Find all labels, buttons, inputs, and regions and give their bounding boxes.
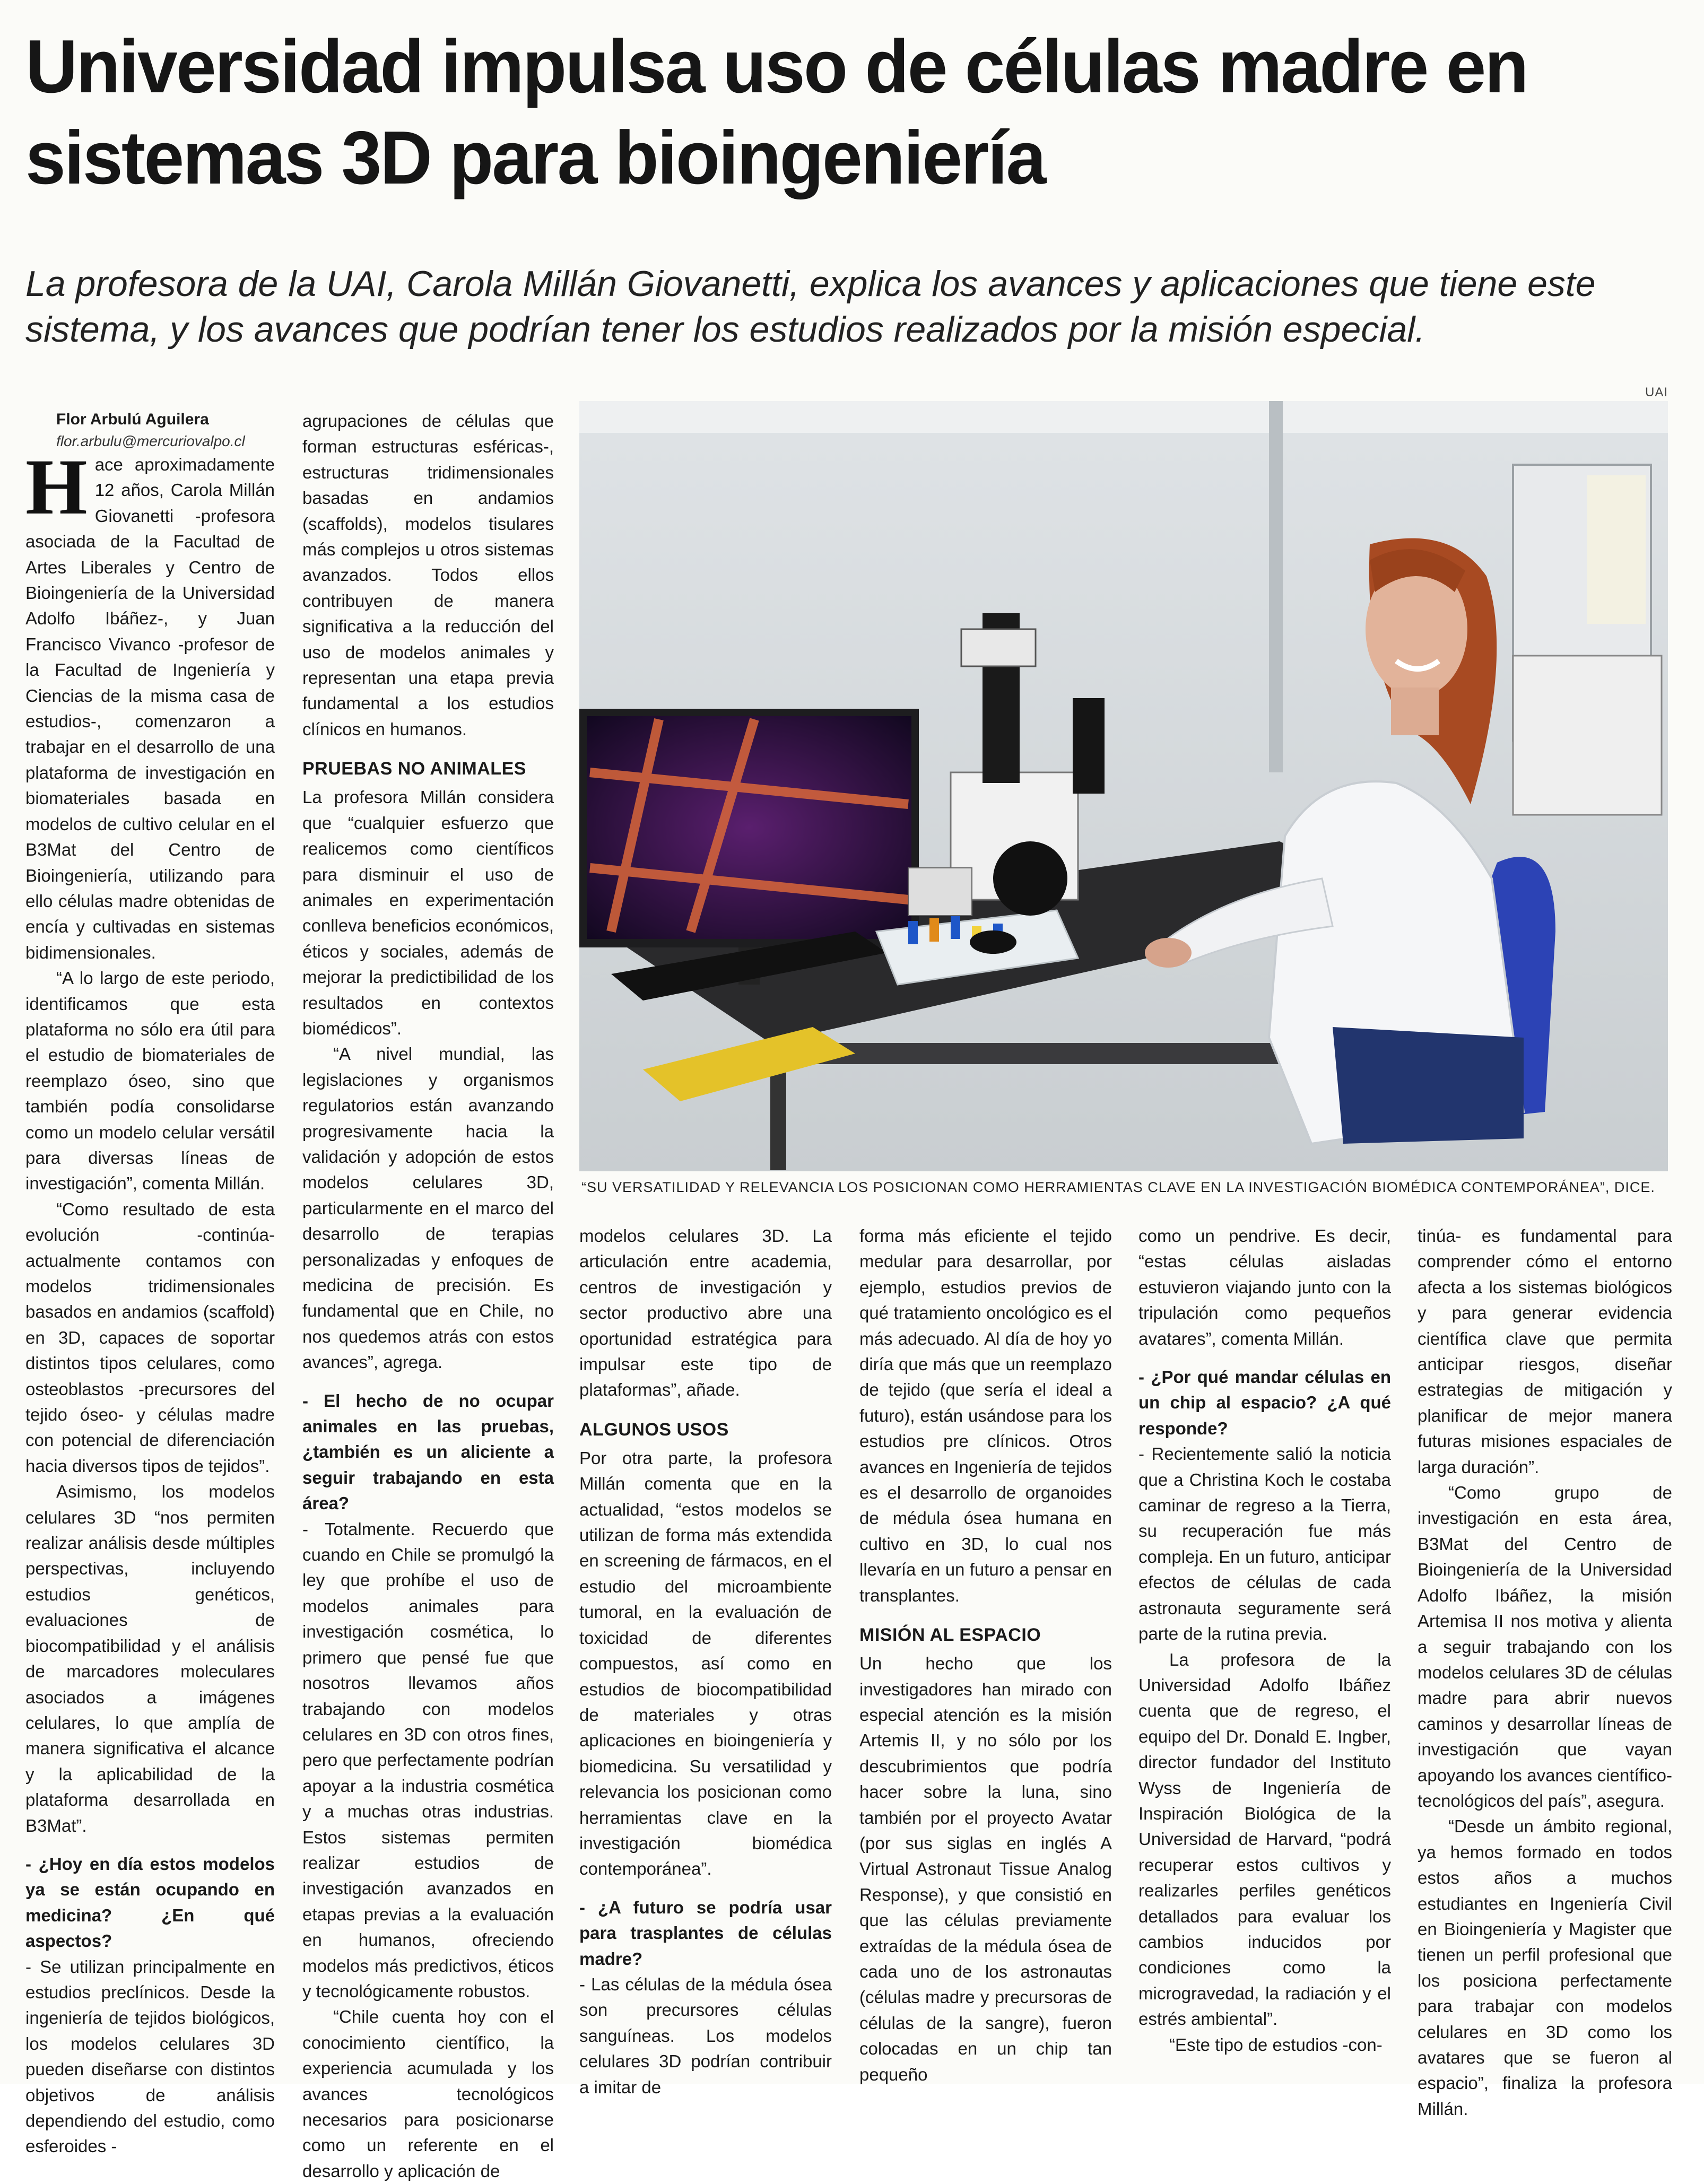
section-heading: PRUEBAS NO ANIMALES — [302, 759, 526, 779]
photo-caption: “SU VERSATILIDAD Y RELEVANCIA LOS POSICIONAN COMO HERRAMIENTAS CLAVE EN LA INVESTIGACIÓN BIOMÉDICA CONTEMPORÁNEA”, DICE. — [581, 1179, 1655, 1195]
byline-email: flor.arbulu@mercuriovalpo.cl — [56, 433, 245, 449]
drop-cap: H — [25, 443, 88, 531]
paragraph: “A lo largo de este periodo, identificamos que esta plataforma no sólo era útil para el estudio de biomateriales de reemplazo óseo, sino que también podía consolidarse como un modelo celular versátil para diversas líneas de investigación”, comenta Millán. — [25, 968, 275, 1194]
paragraph: agrupaciones de células que forman estructuras esféricas-, estructuras tridimensionales basadas en andamios (scaffolds), modelos tisulares más complejos u otros sistemas avanzados. Todos ellos contribuyen de manera significativa a la reducción del uso de modelos animales y representan una etapa previa fundamental a los estudios clínicos en humanos. — [302, 411, 554, 739]
paragraph: modelos celulares 3D. La articulación entre academia, centros de investigación y sector productivo abre una oportunidad estratégica para impulsar este tipo de plataformas”, añade. — [579, 1226, 832, 1400]
photo-credit: UAI — [1645, 385, 1668, 399]
interview-question: - ¿Hoy en día estos modelos ya se están ocupando en medicina? ¿En qué aspectos? — [25, 1854, 275, 1951]
column-5 — [1138, 1223, 1391, 2058]
paragraph: - Se utilizan principalmente en estudios preclínicos. Desde la ingeniería de tejidos biológicos, los modelos celulares 3D pueden diseñarse con distintos objetivos de análisis dependiendo del estudio, como esferoides - — [25, 1956, 275, 2156]
deck-subtitle: La profesora de la UAI, Carola Millán Giovanetti, explica los avances y aplicaciones que tiene este sistema, y los avances que podrían tener los estudios realizados por la misión especial. — [25, 264, 1596, 350]
paragraph: Por otra parte, la profesora Millán comenta que en la actualidad, “estos modelos se utilizan de forma más extendida en screening de fármacos, en el estudio del microambiente tumoral, en la evaluación de toxicidad de diferentes compuestos, así como en estudios de biocompatibilidad de materiales y otras aplicaciones en bioingeniería y biomedicina. Su versatilidad y relevancia los posicionan como herramientas clave en la investigación biomédica contemporánea”. — [579, 1448, 832, 1879]
paragraph: - Totalmente. Recuerdo que cuando en Chile se promulgó la ley que prohíbe el uso de modelos animales para investigación cosmética, lo primero que pensé fue que nosotros llevamos años trabajando con modelos celulares en 3D con otros fines, pero que perfectamente podrían apoyar a la industria cosmética y a muchas otras industrias. Estos sistemas permiten realizar estudios de investigación avanzados en etapas previas a la evaluación en humanos, ofreciendo modelos más predictivos, éticos y tecnológicamente robustos. — [302, 1519, 554, 2001]
interview-question: - ¿Por qué mandar células en un chip al espacio? ¿A qué responde? — [1138, 1367, 1391, 1438]
paragraph: “Chile cuenta hoy con el conocimiento científico, la experiencia acumulada y los avances tecnológicos necesarios para posicionarse como un referente en el desarrollo y aplicación de — [302, 2007, 554, 2181]
paragraph: tinúa- es fundamental para comprender cómo el entorno afecta a los sistemas biológicos y para generar evidencia científica clave que permita anticipar riesgos, diseñar estrategias de mitigación y planificar de mejor manera futuras misiones espaciales de larga duración”. — [1418, 1226, 1672, 1477]
interview-question: - El hecho de no ocupar animales en las pruebas, ¿también es un aliciente a seguir trabajando en esta área? — [302, 1390, 554, 1513]
paragraph: “Como grupo de investigación en esta área, B3Mat del Centro de Bioingeniería de la Universidad Adolfo Ibáñez, la misión Artemisa II nos motiva y alienta a seguir trabajando con los modelos celulares 3D de células madre para abrir nuevos caminos y desarrollar líneas de investigación que vayan apoyando los avances científico-tecnológicos del país”, asegura. — [1418, 1483, 1672, 1811]
column-2 — [302, 408, 554, 2184]
lab-photo — [579, 401, 1668, 1171]
lab-photo-illustration — [579, 401, 1668, 1171]
paragraph: - Recientemente salió la noticia que a Christina Koch le costaba caminar de regreso a la Tierra, su recuperación fue más compleja. En un futuro, anticipar efectos de células de cada astronauta seguramente será parte de la rutina previa. — [1138, 1444, 1391, 1644]
paragraph: Hace aproximadamente 12 años, Carola Millán Giovanetti -profesora asociada de la Facultad de Artes Liberales y Centro de Bioingeniería de la Universidad Adolfo Ibáñez-, y Juan Francisco Vivanco -profesor de la Facultad de Ingeniería y Ciencias de la misma casa de estudios-, comenzaron a trabajar en el desarrollo de una plataforma de investigación en biomateriales basada en modelos de cultivo celular en el B3Mat del Centro de Bioingeniería, utilizando para ello células madre obtenidas de encía y cultivadas en sistemas bidimensionales. — [25, 443, 275, 962]
section-heading: ALGUNOS USOS — [579, 1419, 729, 1440]
paragraph: “Desde un ámbito regional, ya hemos formado en todos estos años a muchos estudiantes en Ingeniería Civil en Bioingeniería y Magister que tienen un perfil profesional que los posiciona perfectamente para trabajar con modelos celulares en 3D como los avatares que se fueron al espacio”, finaliza la profesora Millán. — [1418, 1816, 1672, 2119]
column-6 — [1418, 1223, 1672, 2122]
section-heading: MISIÓN AL ESPACIO — [859, 1625, 1041, 1646]
paragraph: Un hecho que los investigadores han mirado con especial atención es la misión Artemis II, y no sólo por los descubrimientos que podría hacer sobre la luna, sino también por el proyecto Avatar (por sus siglas en inglés A Virtual Astronaut Tissue Analog Response), y que consistió en que las células previamente extraídas de la médula ósea de cada uno de los astronautas (células madre y precursoras de células de la sangre), fueron colocadas en un chip tan pequeño — [859, 1654, 1112, 2084]
paragraph: La profesora Millán considera que “cualquier esfuerzo que realicemos como científicos para disminuir el uso de animales en experimentación conlleva beneficios económicos, éticos y sociales, además de mejorar la predictibilidad de los resultados en contextos biomédicos”. — [302, 787, 554, 1038]
paragraph: como un pendrive. Es decir, “estas células aisladas estuvieron viajando junto con la tripulación como pequeños avatares”, comenta Millán. — [1138, 1226, 1391, 1348]
headline: Universidad impulsa uso de células madre en sistemas 3D para bioingeniería — [25, 24, 1527, 200]
paragraph: - Las células de la médula ósea son precursores células sanguíneas. Los modelos celulares 3D podrían contribuir a imitar de — [579, 1974, 832, 2097]
column-4 — [859, 1223, 1112, 2087]
paragraph: “A nivel mundial, las legislaciones y organismos regulatorios están avanzando progresivamente hacia la validación y adopción de estos modelos celulares 3D, particularmente en el marco del desarrollo de terapias personalizadas y enfoques de medicina de precisión. Es fundamental que en Chile, no nos quedemos atrás con estos avances”, agrega. — [302, 1044, 554, 1372]
paragraph: forma más eficiente el tejido medular para desarrollar, por ejemplo, estudios previos de qué tratamiento oncológico es el más adecuado. Al día de hoy yo diría que más que un reemplazo de tejido (que sería el ideal a futuro), están usándose para los estudios pre clínicos. Otros avances en Ingeniería de tejidos es el desarrollo de organoides de médula ósea humana en cultivo en 3D, lo cual nos llevaría en un futuro a pensar en transplantes. — [859, 1226, 1112, 1605]
paragraph: “Este tipo de estudios -con- — [1169, 2034, 1383, 2055]
byline-author: Flor Arbulú Aguilera — [56, 411, 209, 428]
paragraph: La profesora de la Universidad Adolfo Ibáñez cuenta que de regreso, el equipo del Dr. Donald E. Ingber, director fundador del Instituto Wyss de Ingeniería de Inspiración Biológica de la Universidad de Harvard, “podrá recuperar estos cultivos y realizarles perfiles genéticos detallados para evaluar los cambios inducidos por condiciones como la microgravedad, la radiación y el estrés ambiental”. — [1138, 1649, 1391, 2029]
paragraph: Asimismo, los modelos celulares 3D “nos permiten realizar análisis desde múltiples perspectivas, incluyendo estudios genéticos, evaluaciones de biocompatibilidad y el análisis de marcadores moleculares asociados a imágenes celulares, lo que amplía de manera significativa el alcance y la aplicabilidad de la plataforma desarrollada en B3Mat”. — [25, 1482, 275, 1835]
column-3 — [579, 1223, 832, 2100]
paragraph: “Como resultado de esta evolución -continúa- actualmente contamos con modelos tridimensionales basados en andamios (scaffold) en 3D, capaces de soportar distintos tipos celulares, como osteoblastos -precursores del tejido óseo- y células madre con potencial de diferenciación hacia diversos tipos de tejidos”. — [25, 1199, 275, 1476]
interview-question: - ¿A futuro se podría usar para trasplantes de células madre? — [579, 1897, 832, 1969]
column-1 — [25, 408, 275, 2160]
